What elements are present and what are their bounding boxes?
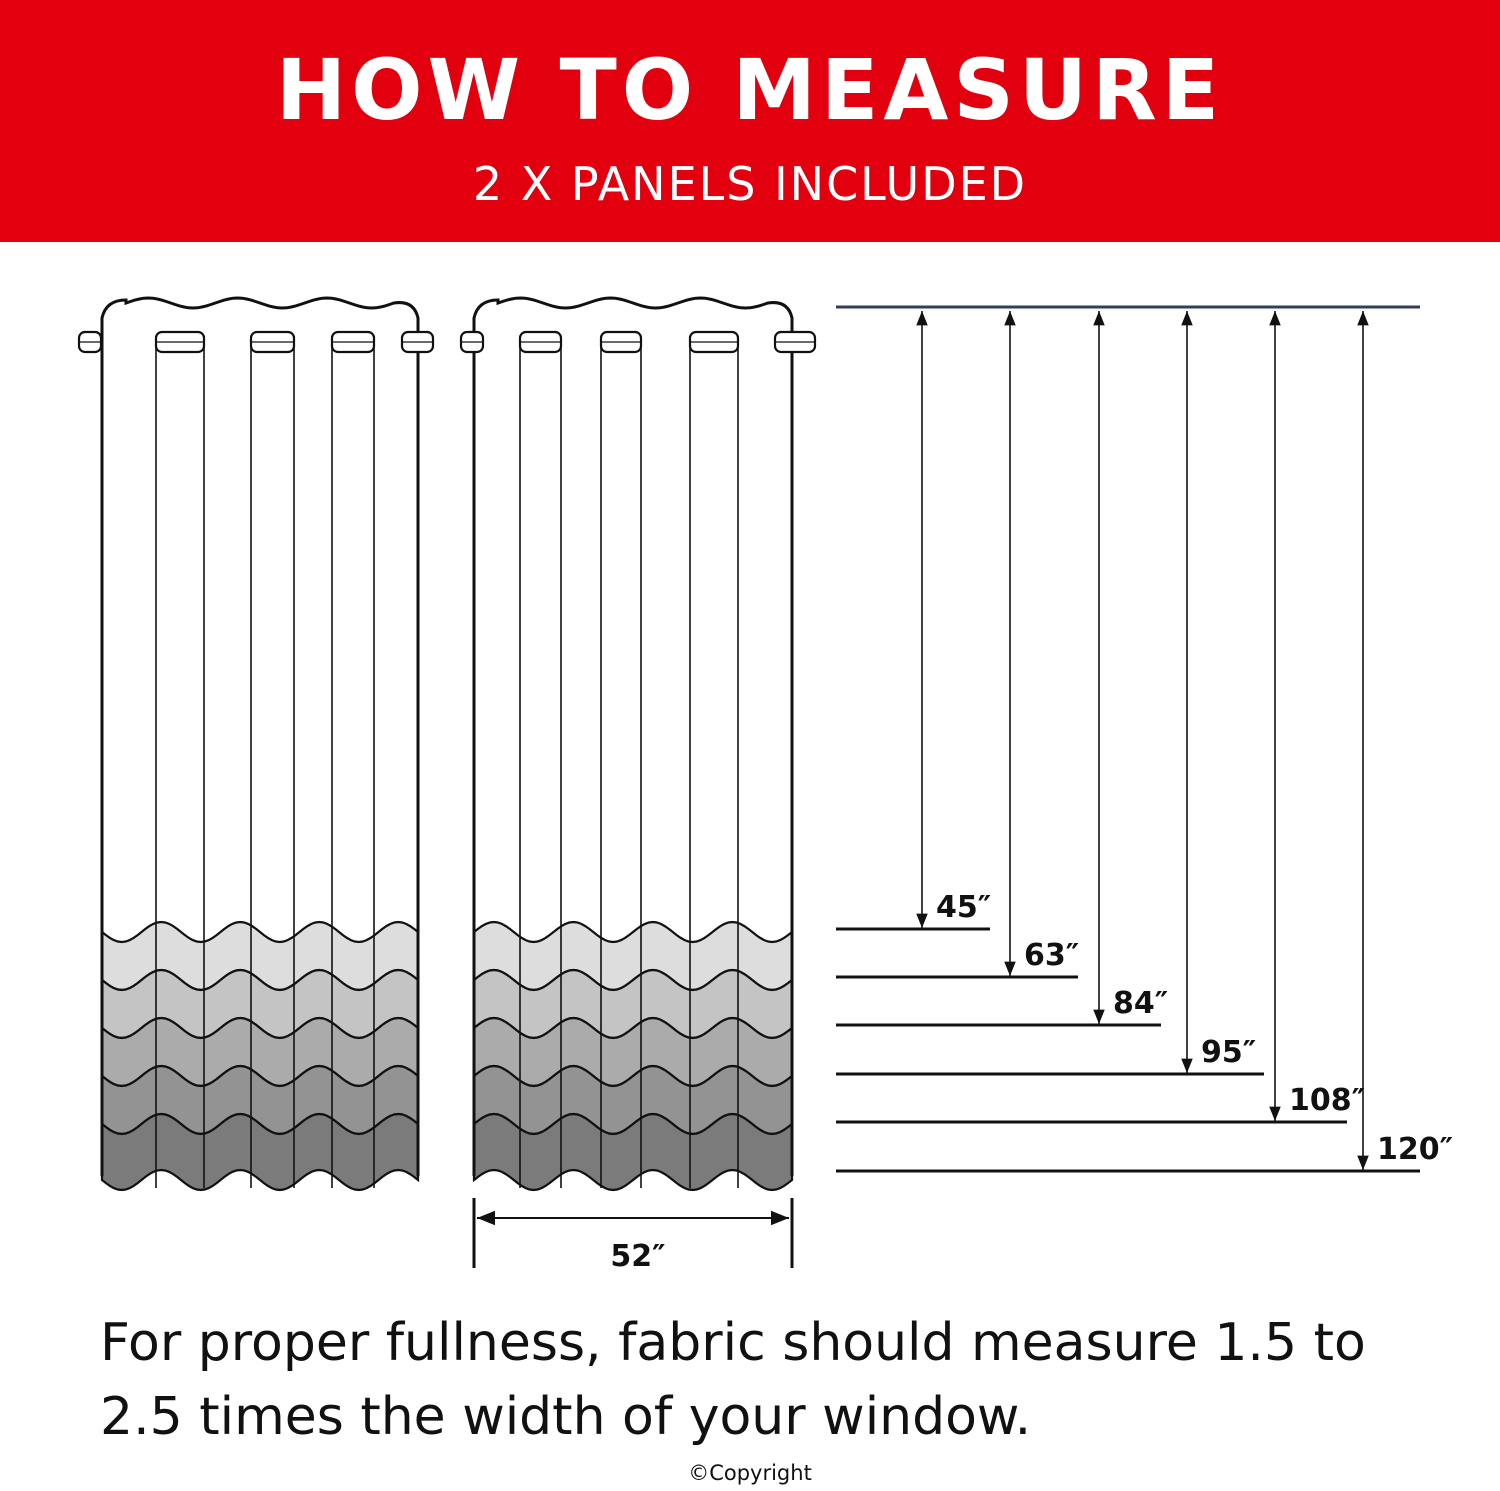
length-row [836,311,1453,1171]
copyright-text: ©Copyright [688,1461,812,1485]
fullness-note: For proper fullness, fabric should measure 1.5 to 2.5 times the width of your window. [100,1313,1366,1447]
curtain-panel-right [461,298,815,1190]
panel-heading [102,298,418,330]
length-row [836,311,1168,1025]
length-guide [836,307,1453,1171]
page-title: HOW TO MEASURE [275,41,1225,139]
length-label: 63″ [1024,938,1080,973]
length-label: 95″ [1201,1035,1257,1070]
page-subtitle: 2 X PANELS INCLUDED [472,157,1028,211]
width-label: 52″ [610,1239,666,1274]
length-row [836,311,1365,1122]
curtain-panel-left [79,298,433,1190]
width-dimension [474,1198,792,1274]
length-label: 84″ [1113,986,1169,1021]
length-row [836,311,1079,977]
length-label: 108″ [1289,1083,1366,1118]
length-row [836,311,991,929]
length-label: 120″ [1377,1132,1454,1167]
length-label: 45″ [936,890,992,925]
panel-heading [474,298,792,330]
